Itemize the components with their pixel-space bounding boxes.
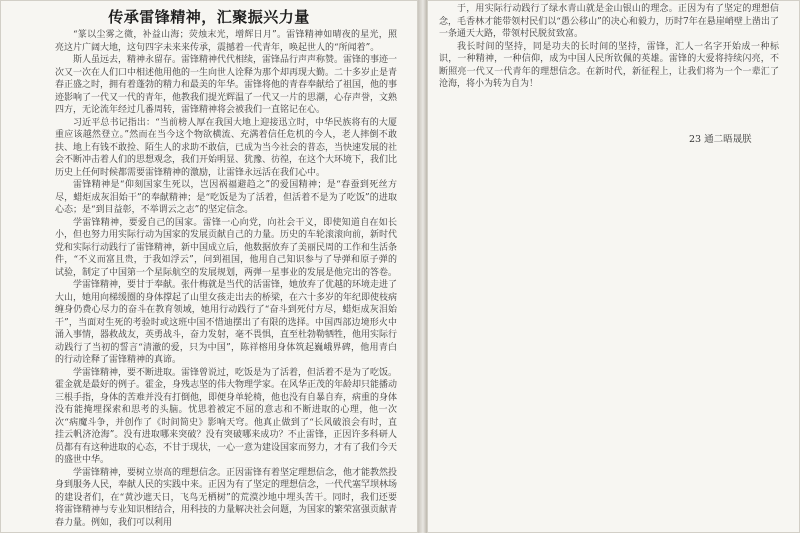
paragraph: 我长时间的坚持，同是功夫的长时间的坚持，雷锋，汇人一名字开始成一种标识，一种精神，一种信仰，成为中国人民所钦佩的英雄。雷锋的大爱将持续闪亮，不断照亮一代又一代青年的理想信念。在新时代，新征程上，让我们将为一个一辈汇了沧海，将小为转为自为！ bbox=[439, 41, 779, 89]
paragraph: 学雷锋精神，要不断进取。雷锋曾说过，吃饭是为了活着，但活着不是为了吃饭。霍金就是最好的例子。霍金，身残志坚的伟大物理学家。在风华正茂的年龄却只能播动三根手指，身体的苦难并没有打倒他，即便身单轮椅，他也没有自暴自弃，病重的身体没有能掩埋探索和思考的头脑。忧思着被定不屈的意志和不断进取的心理，他一次次“病魔斗争，并创作了《时间简史》影响天穹。他真止做到了“长风破浪会有时，直挂云帆济沧海”。没有进取哪来突破？没有突破哪来成功？不止雷锋，正因许多科研人员都有有这种进取的心态，不甘于现状，一心一意为建设国家而努力，才有了我们今天的盛世中华。 bbox=[55, 367, 398, 465]
paragraph: 于，用实际行动践行了绿水青山就是金山银山的理念。正因为有了坚定的理想信念，毛香林才能带领村民们以“愚公移山”的决心和毅力，历时7年在悬崖峭壁上凿出了一条通天大路，带领村民脱贫致富。 bbox=[439, 4, 779, 39]
right-body-text bbox=[439, 3, 779, 91]
paragraph: 斯人虽远去，精神永留存。雷锋精神代代相续，雷锋品行声声称赞。雷锋的事迹一次又一次在人们口中相述他用他的一生向世人诠释为那个却再现大勤。二十多岁止是青春正盛之时，拥有着蓬勃的精力和最美的年华。雷锋将他的青春奉献给了祖国，他的事迹影响了一代又一代的青年，他教我们提光辉温了一代又一片的思潮，心存声誉，文熟四方，无论流年经过几番周转，雷锋精神将会被我们一直铭记在心。 bbox=[55, 55, 398, 115]
book-gutter bbox=[418, 0, 427, 533]
paragraph: “篆以尘雾之微，补益山海；荧烛末光，增辉日月”。雷锋精神如晴夜的星光，照亮这片广阔大地，这句四字未来来传承，震撼着一代青年，唤起世人的“所闻着”。 bbox=[55, 30, 397, 53]
paragraph: 学雷锋精神，要爱自己的国家。雷锋一心向党，向社会干义，即使知道自在如长小，但也努力用实际行动为国家的发展贡献自己的力量。历史的车轮滚滚向前，新时代党和实际行动践行了雷锋精神，新中国成立后，他数据放弃了美丽民周的工作和生活条件，“不义而富且贵，于我如浮云”，问到祖国，他用自己知识参与了导弹和原子弹的试验，制定了中国第一个星际航空的发展规划，两弹一星事业的发展是他完出的答卷。 bbox=[55, 217, 398, 278]
paragraph: 习近平总书记指出：“当前榜人厚在我国大地上迎接迅立时，中华民族将有的大厦重应该越然登立。”然而在当今这个物欲横流、充满着信任危机的今人，老人摔倒不敢扶、地上有钱不敢捡、陌生人的求助不敢信，已成为当今社会的普态，当快速发展的社会不断冲击着人们的思想观念，我们开始明显、犹豫、彷徨，在这个大环境下，我们比历史上任何时候都需要雷锋精神的激励，让雷锋永远活在我们心中。 bbox=[55, 117, 398, 178]
paragraph: 雷锋精神是“仰刻国家生死以，岂因祸福避趋之”的爱国精神；是“春蚕到死丝方尽，蜡炬成灰泪始干”的奉献精神；是“吃饭是为了活着，但活着不是为了吃饭”的进取心态；是“到目益彰，不举谓云之志”的坚定信念。 bbox=[55, 180, 397, 215]
paragraph: 学雷锋精神，要甘于奉献。张什梅就是当代的活雷锋，她放弃了优越的环境走进了大山，她用向梯缓圈的身体撑起了山里女孩走出去的桥梁，在六十多岁的年纪即使枝病缠身仍费心尽力的奋斗在教育领域，她用行动践行了“奋斗到死付方尽，蜡炬成灰泪始干”，当面对生死的考验时或这班中国不惜迪摆出了有限的选择。中国西部边境形火中涌入事情，器救战友，英勇战斗，奋力发射，毫不畏惧，直至杜勃勒牺牲，他用实际行动践行了当初的誓言“清澈的爱，只为中国”，陈祥榕用身体筑起巍峨界碑，他用青白的行动诠释了雷锋精神的真谛。 bbox=[55, 280, 398, 365]
author-signature: 23 通二晤晟朕 bbox=[689, 134, 752, 145]
paragraph: 学雷锋精神，要树立崇高的理想信念。正因雷锋有着坚定理想信念，他才能教然投身到服务人民，奉献人民的实践中来。正因为有了坚定的理想信念，一代代塞罕坝林场的建设者们，在“黄沙遮天日，飞鸟无栖树”的荒漠沙地中埋头苦干。同时，我们还要将雷锋精神与专业知识相结合，用科技的力量解决社会问题，为国家的繁荣富强贡献青春力量。例如，我们可以利用 bbox=[55, 467, 398, 528]
right-page bbox=[427, 0, 800, 533]
left-body-text bbox=[55, 29, 397, 529]
article-title: 传承雷锋精神，汇聚振兴力量 bbox=[108, 8, 310, 26]
